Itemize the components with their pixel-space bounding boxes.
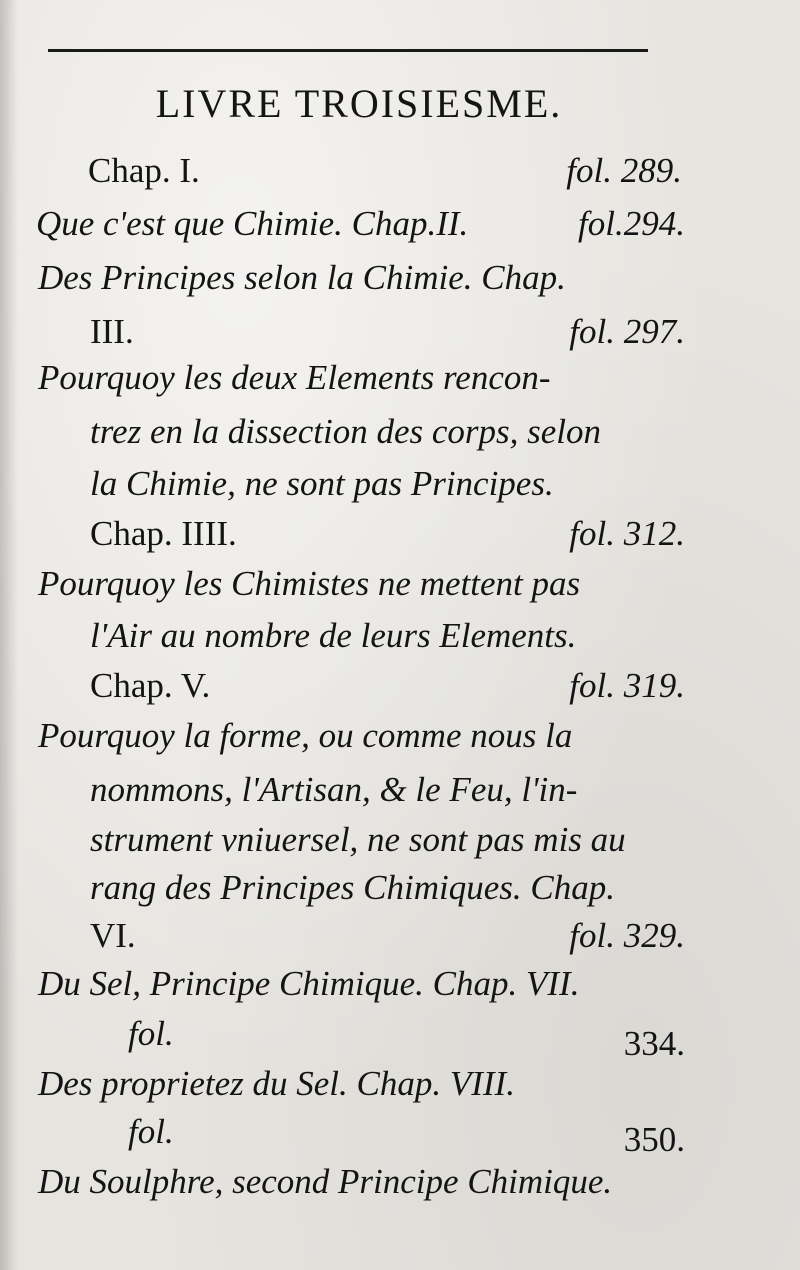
toc-entry-text: nommons, l'Artisan, & le Feu, l'in- <box>90 770 578 809</box>
toc-entry-text: rang des Principes Chimiques. Chap. <box>90 868 615 907</box>
toc-entry-text: Chap. V. <box>90 666 211 705</box>
toc-folio: 350. <box>623 1120 685 1159</box>
toc-entry-text: VI. <box>90 916 136 955</box>
top-rule <box>48 49 648 52</box>
toc-entry-text: l'Air au nombre de leurs Elements. <box>90 616 577 655</box>
toc-entry-text: strument vniuersel, ne sont pas mis au <box>90 820 626 859</box>
toc-entry-text: la Chimie, ne sont pas Principes. <box>90 464 554 503</box>
toc-entry-text: Des Principes selon la Chimie. Chap. <box>38 258 566 297</box>
toc-entry-text: Chap. IIII. <box>90 514 237 553</box>
toc-folio: fol. 297. <box>569 312 685 351</box>
toc-folio: fol. 312. <box>569 514 685 553</box>
toc-entry-text: Pourquoy la forme, ou comme nous la <box>38 716 573 755</box>
toc-entry-text: Que c'est que Chimie. Chap.II. <box>36 204 469 243</box>
toc-folio: 334. <box>623 1024 685 1063</box>
toc-folio: fol.294. <box>578 204 685 243</box>
toc-entry-text: III. <box>90 312 134 351</box>
toc-entry-text: Du Soulphre, second Principe Chimique. <box>38 1162 613 1201</box>
toc-entry-text: fol. <box>128 1014 174 1053</box>
toc-entry-text: Pourquoy les deux Elements rencon- <box>38 358 551 397</box>
toc-entry-text: Des proprietez du Sel. Chap. VIII. <box>38 1064 515 1103</box>
page-heading: LIVRE TROISIESME. <box>155 81 563 126</box>
toc-folio: fol. 319. <box>569 666 685 705</box>
toc-folio: fol. 329. <box>569 916 685 955</box>
toc-entry-text: Du Sel, Principe Chimique. Chap. VII. <box>38 964 580 1003</box>
toc-entry-text: Chap. I. <box>88 151 200 190</box>
toc-entry-text: Pourquoy les Chimistes ne mettent pas <box>38 564 581 603</box>
toc-entry-text: trez en la dissection des corps, selon <box>90 412 602 451</box>
toc-folio: fol. 289. <box>566 151 682 190</box>
toc-entry-text: fol. <box>128 1112 174 1151</box>
